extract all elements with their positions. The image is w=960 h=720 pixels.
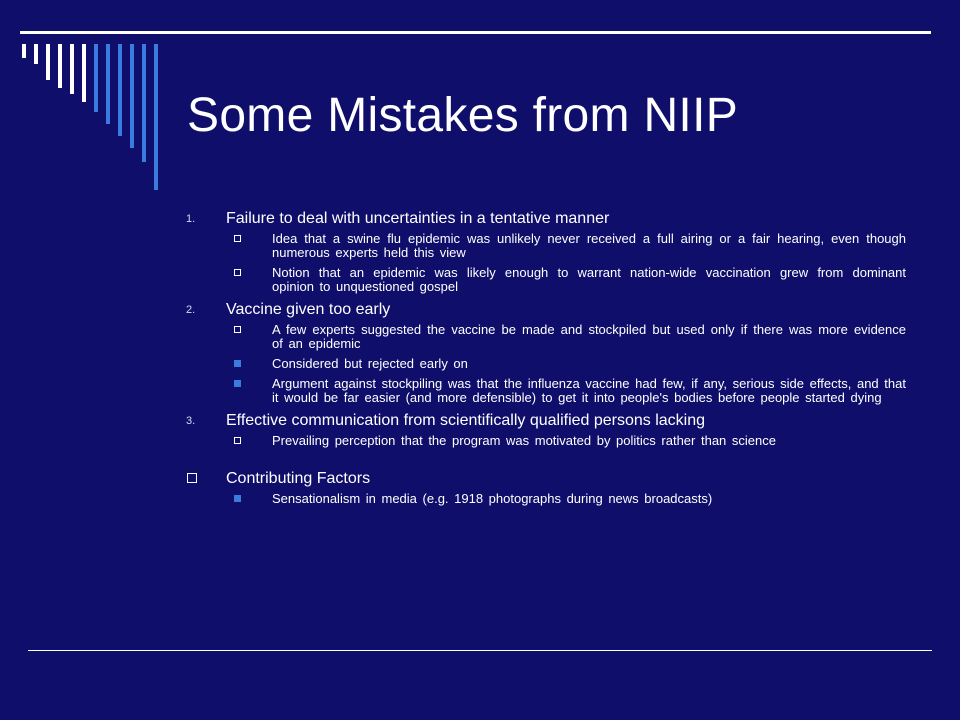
decorative-bar xyxy=(22,44,26,58)
item-number: 1. xyxy=(186,213,196,225)
item-number: 3. xyxy=(186,415,196,427)
sub-bullet xyxy=(226,492,906,506)
sub-bullet-text: Sensationalism in media (e.g. 1918 photographs during news broadcasts) xyxy=(272,491,713,506)
numbered-item xyxy=(186,300,906,405)
slide-content xyxy=(186,209,906,512)
decorative-bar xyxy=(118,44,122,136)
sub-bullet-text: A few experts suggested the vaccine be made and stockpiled but used only if there was more evidence of an epidemic xyxy=(272,322,906,351)
decorative-bar xyxy=(58,44,62,88)
decorative-bar xyxy=(130,44,134,148)
decorative-bar xyxy=(142,44,146,162)
sub-bullet xyxy=(226,377,906,405)
decorative-bar xyxy=(154,44,158,190)
item-sublist xyxy=(226,323,906,405)
sub-bullet xyxy=(226,323,906,351)
bottom-divider-line xyxy=(28,650,932,651)
square-bullet-icon xyxy=(234,495,241,502)
square-bullet-icon xyxy=(234,360,241,367)
decorative-bar xyxy=(70,44,74,94)
item-sublist xyxy=(226,434,906,448)
item-heading: Vaccine given too early xyxy=(226,301,391,318)
decorative-bar xyxy=(82,44,86,102)
sub-bullet-text: Idea that a swine flu epidemic was unlikely never received a full airing or a fair hearing, even though numerous experts held this view xyxy=(272,231,906,260)
item-sublist xyxy=(226,232,906,294)
decorative-bar xyxy=(94,44,98,112)
sub-bullet xyxy=(226,232,906,260)
decorative-bar xyxy=(106,44,110,124)
decorative-bar xyxy=(46,44,50,80)
numbered-item xyxy=(186,411,906,448)
item-number: 2. xyxy=(186,304,196,316)
sub-bullet-text: Considered but rejected early on xyxy=(272,356,468,371)
factors-heading: Contributing Factors xyxy=(226,470,371,487)
top-divider-line xyxy=(20,31,931,34)
contributing-factors xyxy=(186,469,906,506)
checkbox-bullet-icon xyxy=(234,326,241,333)
checkbox-bullet-icon xyxy=(234,235,241,242)
decorative-bars xyxy=(22,44,162,194)
factors-sublist xyxy=(226,492,906,506)
sub-bullet xyxy=(226,266,906,294)
decorative-bar xyxy=(34,44,38,64)
sub-bullet-text: Prevailing perception that the program was motivated by politics rather than science xyxy=(272,433,776,448)
numbered-list xyxy=(186,209,906,448)
sub-bullet-text: Notion that an epidemic was likely enough to warrant nation-wide vaccination grew from dominant opinion to unquestioned gospel xyxy=(272,265,906,294)
slide-title: Some Mistakes from NIIP xyxy=(187,89,739,142)
square-bullet-icon xyxy=(234,380,241,387)
sub-bullet xyxy=(226,357,906,371)
item-heading: Failure to deal with uncertainties in a tentative manner xyxy=(226,210,610,227)
item-heading: Effective communication from scientifically qualified persons lacking xyxy=(226,412,706,429)
sub-bullet-text: Argument against stockpiling was that the influenza vaccine had few, if any, serious side effects, and that it would be far easier (and more defensible) to get it into people's bodies before people started dying xyxy=(272,376,906,405)
checkbox-bullet-icon xyxy=(187,473,197,483)
sub-bullet xyxy=(226,434,906,448)
checkbox-bullet-icon xyxy=(234,437,241,444)
numbered-item xyxy=(186,209,906,294)
checkbox-bullet-icon xyxy=(234,269,241,276)
